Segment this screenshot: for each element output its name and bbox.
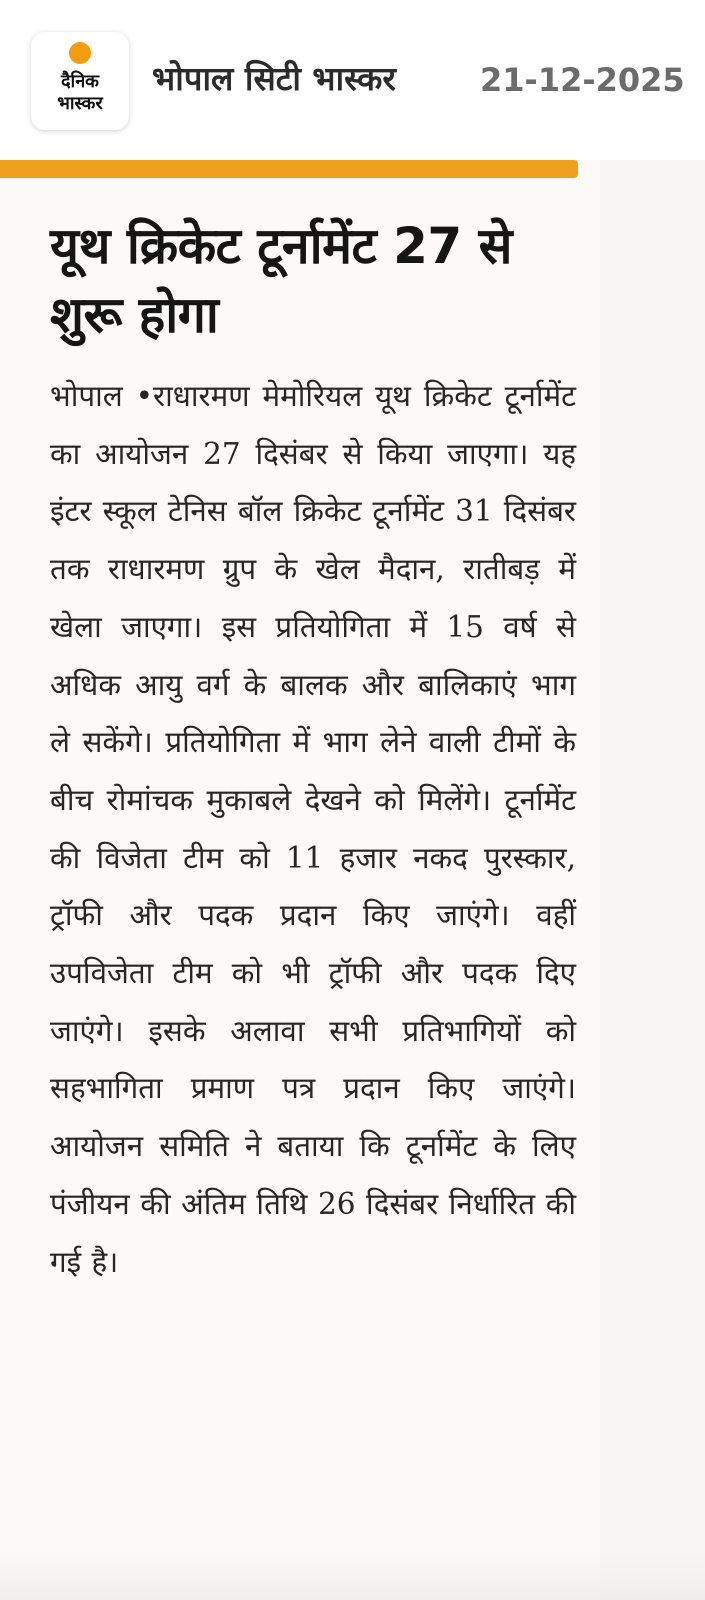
sun-dot-icon [69,42,91,64]
news-clipping [0,160,705,1600]
edition-name: भोपाल सिटी भास्कर [152,59,396,98]
article-headline: यूथ क्रिकेट टूर्नामेंट 27 से शुरू होगा [50,217,512,344]
logo-text-line2: भास्कर [57,93,103,114]
bottom-fade [0,1555,705,1600]
article-body: भोपाल •राधारमण मेमोरियल यूथ क्रिकेट टूर्नामेंट का आयोजन 27 दिसंबर से किया जाएगा। यह इंटर स्कूल टेनिस बॉल क्रिकेट टूर्नामेंट 31 दिसंबर तक राधारमण ग्रुप के खेल मैदान, रातीबड़ में खेला जाएगा। इस प्रतियोगिता में 15 वर्ष से अधिक आयु वर्ग के बालक और बालिकाएं भाग ले सकेंगे। प्रतियोगिता में भाग लेने वाली टीमों के बीच रोमांचक मुकाबले देखने को मिलेंगे। टूर्नामेंट की विजेता टीम को 11 हजार नकद पुरस्कार, ट्रॉफी और पदक प्रदान किए जाएंगे। वहीं उपविजेता टीम को भी ट्रॉफी और पदक दिए जाएंगे। इसके अलावा सभी प्रतिभागियों को सहभागिता प्रमाण पत्र प्रदान किए जाएंगे। आयोजन समिति ने बताया कि टूर्नामेंट के लिए पंजीयन की अंतिम तिथि 26 दिसंबर निर्धारित की गई है। [50,379,576,1279]
logo-text-line1: दैनिक [60,71,100,92]
edition-date: 21-12-2025 [480,61,685,99]
app-header [0,0,705,160]
accent-bar [0,160,578,178]
dainik-bhaskar-logo[interactable] [31,32,129,130]
